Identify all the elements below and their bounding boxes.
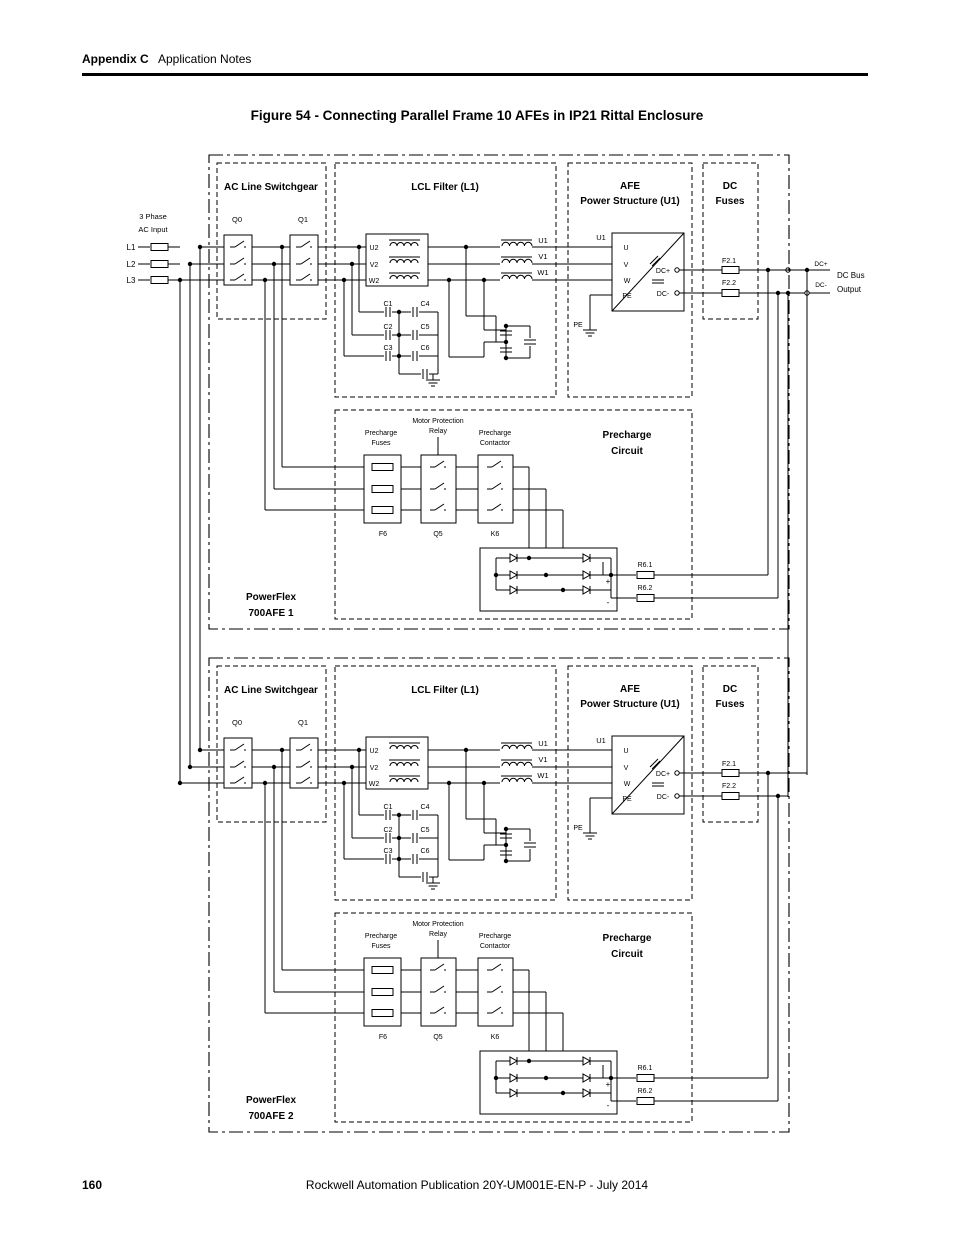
footer-publication: Rockwell Automation Publication 20Y-UM001E-EN-P - July 2014	[305, 1178, 649, 1192]
afe-u-terminal: U	[623, 245, 629, 252]
junction-dot	[561, 588, 565, 592]
f21-label: F2.1	[721, 761, 737, 768]
precharge-fuse	[372, 1010, 393, 1017]
inductor-symbol	[502, 762, 532, 766]
precharge-title: Circuit	[611, 446, 643, 457]
junction-dot	[494, 573, 498, 577]
rectifier-minus: -	[606, 598, 610, 607]
precharge-contactor-label: Precharge	[478, 933, 512, 940]
output-neg-label: DC-	[815, 282, 827, 289]
afe-pe-terminal: PE	[622, 796, 632, 803]
switchgear-title: AC Line Switchgear	[224, 685, 318, 696]
afe-title: Power Structure (U1)	[580, 196, 680, 207]
afe-dcm-terminal: DC-	[656, 794, 670, 801]
input-fuse	[151, 277, 168, 284]
f6-label: F6	[378, 531, 388, 538]
c5-label: C5	[420, 827, 430, 834]
precharge-fuse	[372, 486, 393, 493]
input-line-label: L3	[126, 276, 136, 285]
precharge-fuse	[372, 967, 393, 974]
pe-label: PE	[573, 825, 583, 832]
c3-label: C3	[383, 345, 393, 352]
precharge-rectifier	[480, 1051, 617, 1114]
r62-label: R6.2	[637, 1088, 653, 1095]
precharge-fuse	[372, 464, 393, 471]
afe-v-terminal: V	[623, 262, 629, 269]
dc-fuses-title: Fuses	[715, 196, 745, 207]
terminal	[675, 771, 679, 775]
dc-fuses-title: Fuses	[715, 699, 745, 710]
junction-dot	[527, 556, 531, 560]
c2-label: C2	[383, 324, 393, 331]
w1-label: W1	[537, 268, 549, 277]
motor-protection-relay-label: Motor Protection	[412, 418, 464, 425]
inductor-symbol	[502, 242, 532, 246]
u2-label: U2	[369, 748, 379, 755]
v1-label: V1	[538, 755, 548, 764]
precharge-rectifier	[480, 548, 617, 611]
v2-label: V2	[369, 765, 379, 772]
afe-w-terminal: W	[623, 781, 631, 788]
rectifier-plus: +	[605, 1080, 611, 1089]
precharge-contactor-label: Precharge	[478, 430, 512, 437]
lcl-title: LCL Filter (L1)	[411, 182, 479, 193]
junction-dot	[494, 1076, 498, 1080]
precharge-fuses-label: Fuses	[371, 440, 391, 447]
k6-label: K6	[490, 531, 500, 538]
resistor-r61	[637, 572, 654, 579]
q0-label: Q0	[231, 718, 243, 727]
resistor-r61	[637, 1075, 654, 1082]
unit-name: PowerFlex	[245, 592, 297, 603]
precharge-contactor-label: Contactor	[479, 440, 511, 447]
switchgear-title: AC Line Switchgear	[224, 182, 318, 193]
v1-label: V1	[538, 252, 548, 261]
precharge-title: Precharge	[602, 430, 652, 441]
w1-label: W1	[537, 771, 549, 780]
q5-label: Q5	[433, 531, 443, 538]
c6-label: C6	[420, 345, 430, 352]
c1-label: C1	[383, 301, 393, 308]
precharge-title: Circuit	[611, 949, 643, 960]
unit-name: PowerFlex	[245, 1095, 297, 1106]
input-line-label: L1	[126, 243, 136, 252]
q5-label: Q5	[433, 1034, 443, 1041]
junction-dot	[544, 573, 548, 577]
c1-label: C1	[383, 804, 393, 811]
afe-w-terminal: W	[623, 278, 631, 285]
afe-dcm-terminal: DC-	[656, 291, 670, 298]
input-label: AC Input	[138, 225, 168, 234]
f22-label: F2.2	[721, 280, 737, 287]
q1-label: Q1	[297, 215, 309, 224]
afe-title: Power Structure (U1)	[580, 699, 680, 710]
afe-title: AFE	[620, 181, 640, 192]
dc-fuses-title: DC	[722, 684, 738, 695]
dc-fuse-f21	[722, 770, 739, 777]
output-label: Output	[837, 285, 862, 294]
resistor-r62	[637, 595, 654, 602]
motor-protection-relay-label: Relay	[429, 931, 447, 938]
inductor-symbol	[502, 259, 532, 263]
motor-protection-relay-label: Relay	[429, 428, 447, 435]
precharge-fuse	[372, 989, 393, 996]
w2-label: W2	[368, 781, 380, 788]
c3-label: C3	[383, 848, 393, 855]
input-fuse	[151, 261, 168, 268]
u2-label: U2	[369, 245, 379, 252]
terminal	[675, 268, 679, 272]
header-title: Application Notes	[158, 52, 252, 66]
k6-label: K6	[490, 1034, 500, 1041]
dc-fuse-f22	[722, 793, 739, 800]
u1-label: U1	[538, 236, 548, 245]
c6-label: C6	[420, 848, 430, 855]
afe-u1-label: U1	[596, 736, 606, 745]
afe-u1-label: U1	[596, 233, 606, 242]
unit-name: 700AFE 2	[248, 1111, 294, 1122]
pe-label: PE	[573, 322, 583, 329]
dc-fuse-f21	[722, 267, 739, 274]
afe-dcp-terminal: DC+	[655, 268, 671, 275]
afe-u-terminal: U	[623, 748, 629, 755]
c4-label: C4	[420, 804, 430, 811]
c2-label: C2	[383, 827, 393, 834]
precharge-fuses-label: Fuses	[371, 943, 391, 950]
inductor-symbol	[502, 745, 532, 749]
terminal	[675, 291, 679, 295]
precharge-title: Precharge	[602, 933, 652, 944]
figure-title: Figure 54 - Connecting Parallel Frame 10 AFEs in IP21 Rittal Enclosure	[250, 108, 704, 123]
junction-dot	[527, 1059, 531, 1063]
w2-label: W2	[368, 278, 380, 285]
rectifier-plus: +	[605, 577, 611, 586]
r62-label: R6.2	[637, 585, 653, 592]
c4-label: C4	[420, 301, 430, 308]
page-number: 160	[82, 1178, 103, 1192]
rectifier-minus: -	[606, 1101, 610, 1110]
output-label: DC Bus	[837, 271, 865, 280]
u1-label: U1	[538, 739, 548, 748]
afe-dcp-terminal: DC+	[655, 771, 671, 778]
terminal	[675, 794, 679, 798]
precharge-fuses-label: Precharge	[364, 933, 398, 940]
inductor-symbol	[502, 778, 532, 782]
r61-label: R6.1	[637, 562, 653, 569]
v2-label: V2	[369, 262, 379, 269]
precharge-contactor-label: Contactor	[479, 943, 511, 950]
input-label: 3 Phase	[139, 212, 167, 221]
q0-label: Q0	[231, 215, 243, 224]
unit-name: 700AFE 1	[248, 608, 294, 619]
lcl-title: LCL Filter (L1)	[411, 685, 479, 696]
dc-fuses-title: DC	[722, 181, 738, 192]
input-fuse	[151, 244, 168, 251]
f22-label: F2.2	[721, 783, 737, 790]
afe-title: AFE	[620, 684, 640, 695]
precharge-fuse	[372, 507, 393, 514]
output-pos-label: DC+	[814, 261, 828, 268]
f6-label: F6	[378, 1034, 388, 1041]
afe-pe-terminal: PE	[622, 293, 632, 300]
header-section: Appendix C	[82, 52, 149, 66]
junction-dot	[561, 1091, 565, 1095]
junction-dot	[544, 1076, 548, 1080]
c5-label: C5	[420, 324, 430, 331]
motor-protection-relay-label: Motor Protection	[412, 921, 464, 928]
r61-label: R6.1	[637, 1065, 653, 1072]
q1-label: Q1	[297, 718, 309, 727]
inductor-symbol	[502, 275, 532, 279]
dc-fuse-f22	[722, 290, 739, 297]
f21-label: F2.1	[721, 258, 737, 265]
afe-v-terminal: V	[623, 765, 629, 772]
precharge-fuses-label: Precharge	[364, 430, 398, 437]
input-line-label: L2	[126, 260, 136, 269]
resistor-r62	[637, 1098, 654, 1105]
